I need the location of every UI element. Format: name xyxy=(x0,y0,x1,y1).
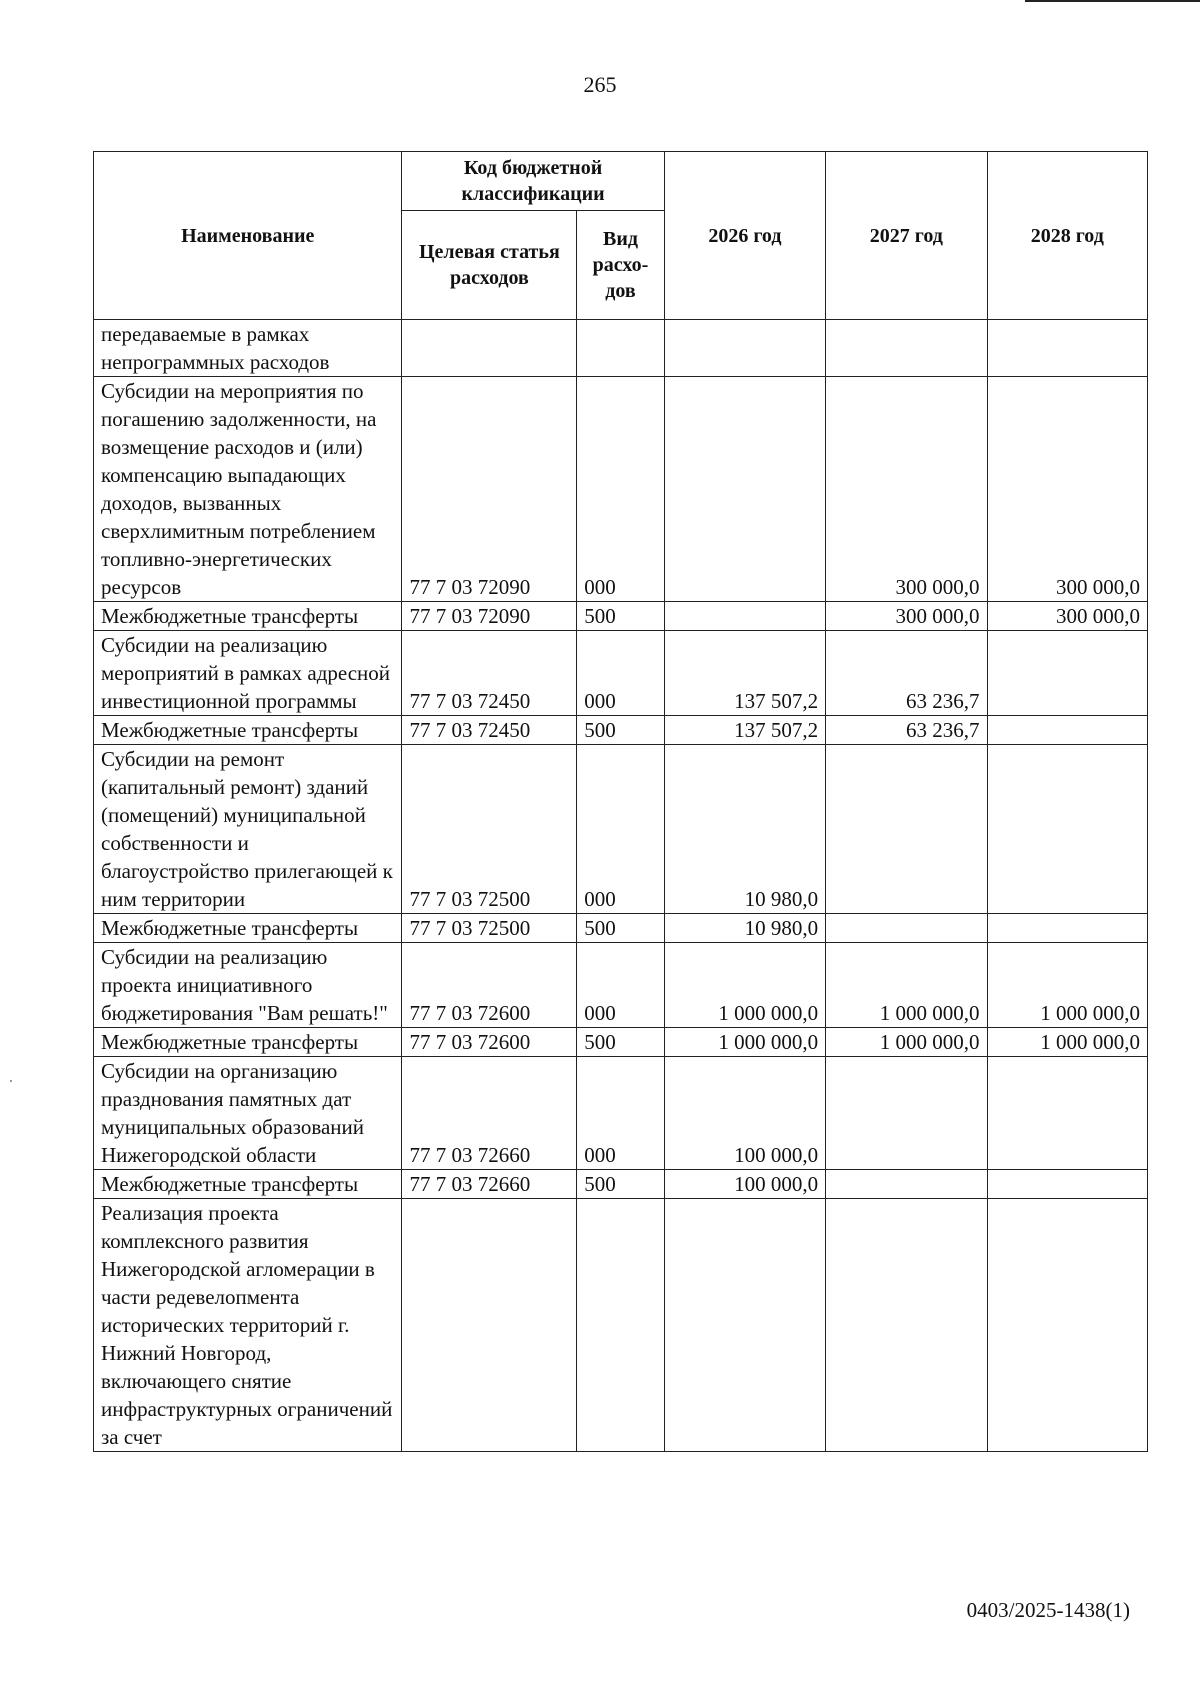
table-body xyxy=(94,320,1148,1452)
row-value-2028 xyxy=(987,1170,1147,1199)
row-value-2028 xyxy=(987,914,1147,943)
row-target-article: 77 7 03 72090 xyxy=(402,602,577,631)
table-row xyxy=(94,1199,1148,1452)
table-row xyxy=(94,1028,1148,1057)
page-number: 265 xyxy=(583,72,617,97)
row-value-2028 xyxy=(987,745,1147,914)
row-target-article xyxy=(402,1199,577,1452)
row-target-article: 77 7 03 72090 xyxy=(402,377,577,602)
table-row xyxy=(94,1170,1148,1199)
header-expense-type: Вид расхо-дов xyxy=(577,211,664,320)
row-target-article: 77 7 03 72660 xyxy=(402,1170,577,1199)
header-classification: Код бюджетной классификации xyxy=(402,152,664,211)
row-value-2028 xyxy=(987,1199,1147,1452)
row-expense-type: 500 xyxy=(577,602,664,631)
budget-table xyxy=(93,151,1148,1452)
row-value-2026: 100 000,0 xyxy=(664,1170,825,1199)
table-row xyxy=(94,943,1148,1028)
row-expense-type: 000 xyxy=(577,631,664,716)
row-name: Межбюджетные трансферты xyxy=(94,716,402,745)
row-expense-type xyxy=(577,320,664,377)
table-row xyxy=(94,1057,1148,1170)
row-value-2026 xyxy=(664,377,825,602)
row-target-article: 77 7 03 72600 xyxy=(402,943,577,1028)
row-value-2028 xyxy=(987,1057,1147,1170)
row-value-2027: 1 000 000,0 xyxy=(826,1028,987,1057)
header-year-2028: 2028 год xyxy=(987,152,1147,320)
row-name: Субсидии на реализацию проекта инициативного бюджетирования "Вам решать!" xyxy=(94,943,402,1028)
row-value-2026: 10 980,0 xyxy=(664,914,825,943)
row-expense-type xyxy=(577,1199,664,1452)
row-target-article: 77 7 03 72450 xyxy=(402,631,577,716)
row-value-2026: 137 507,2 xyxy=(664,631,825,716)
row-value-2026 xyxy=(664,1199,825,1452)
row-value-2028 xyxy=(987,320,1147,377)
row-name: Межбюджетные трансферты xyxy=(94,914,402,943)
row-expense-type: 500 xyxy=(577,1028,664,1057)
row-expense-type: 000 xyxy=(577,943,664,1028)
row-value-2027: 63 236,7 xyxy=(826,631,987,716)
row-value-2026: 100 000,0 xyxy=(664,1057,825,1170)
table-row xyxy=(94,631,1148,716)
top-edge-line xyxy=(1025,0,1200,2)
row-name: Межбюджетные трансферты xyxy=(94,1170,402,1199)
table-row xyxy=(94,745,1148,914)
header-year-2026: 2026 год xyxy=(664,152,825,320)
row-value-2027 xyxy=(826,914,987,943)
row-value-2026 xyxy=(664,320,825,377)
row-value-2026: 1 000 000,0 xyxy=(664,943,825,1028)
row-name: Субсидии на ремонт (капитальный ремонт) зданий (помещений) муниципальной собственности и благоустройство прилегающей к ним территории xyxy=(94,745,402,914)
row-expense-type: 500 xyxy=(577,716,664,745)
row-value-2027 xyxy=(826,745,987,914)
row-value-2026: 1 000 000,0 xyxy=(664,1028,825,1057)
row-target-article: 77 7 03 72500 xyxy=(402,745,577,914)
row-value-2028 xyxy=(987,716,1147,745)
row-name: Реализация проекта комплексного развития Нижегородской агломерации в части редевелопмента исторических территорий г. Нижний Новгород, включающего снятие инфраструктурных ограничений за счет xyxy=(94,1199,402,1452)
row-target-article: 77 7 03 72450 xyxy=(402,716,577,745)
scan-speck xyxy=(10,1080,12,1082)
row-value-2026 xyxy=(664,602,825,631)
row-target-article: 77 7 03 72500 xyxy=(402,914,577,943)
row-name: Межбюджетные трансферты xyxy=(94,1028,402,1057)
row-value-2028: 1 000 000,0 xyxy=(987,1028,1147,1057)
table-row xyxy=(94,377,1148,602)
header-name: Наименование xyxy=(94,152,402,320)
row-value-2027 xyxy=(826,1199,987,1452)
row-name: передаваемые в рамках непрограммных расходов xyxy=(94,320,402,377)
row-value-2027 xyxy=(826,1057,987,1170)
header-year-2027: 2027 год xyxy=(826,152,987,320)
row-value-2027: 63 236,7 xyxy=(826,716,987,745)
row-value-2027: 300 000,0 xyxy=(826,377,987,602)
row-expense-type: 500 xyxy=(577,1170,664,1199)
table-row xyxy=(94,320,1148,377)
row-name: Межбюджетные трансферты xyxy=(94,602,402,631)
row-value-2028: 1 000 000,0 xyxy=(987,943,1147,1028)
row-value-2027: 300 000,0 xyxy=(826,602,987,631)
row-value-2027 xyxy=(826,320,987,377)
row-value-2027: 1 000 000,0 xyxy=(826,943,987,1028)
row-target-article: 77 7 03 72600 xyxy=(402,1028,577,1057)
row-name: Субсидии на реализацию мероприятий в рамках адресной инвестиционной программы xyxy=(94,631,402,716)
row-value-2028 xyxy=(987,631,1147,716)
document-code: 0403/2025-1438(1) xyxy=(966,1598,1130,1622)
row-expense-type: 000 xyxy=(577,745,664,914)
table-row xyxy=(94,602,1148,631)
row-name: Субсидии на мероприятия по погашению задолженности, на возмещение расходов и (или) компенсацию выпадающих доходов, вызванных сверхлимитным потреблением топливно-энергетических ресурсов xyxy=(94,377,402,602)
row-expense-type: 000 xyxy=(577,1057,664,1170)
row-expense-type: 500 xyxy=(577,914,664,943)
row-value-2028: 300 000,0 xyxy=(987,377,1147,602)
table-row xyxy=(94,914,1148,943)
header-target-article: Целевая статья расходов xyxy=(402,211,577,320)
row-value-2028: 300 000,0 xyxy=(987,602,1147,631)
row-target-article: 77 7 03 72660 xyxy=(402,1057,577,1170)
table-row xyxy=(94,716,1148,745)
row-value-2027 xyxy=(826,1170,987,1199)
row-value-2026: 137 507,2 xyxy=(664,716,825,745)
row-value-2026: 10 980,0 xyxy=(664,745,825,914)
row-name: Субсидии на организацию празднования памятных дат муниципальных образований Нижегородской области xyxy=(94,1057,402,1170)
row-expense-type: 000 xyxy=(577,377,664,602)
row-target-article xyxy=(402,320,577,377)
